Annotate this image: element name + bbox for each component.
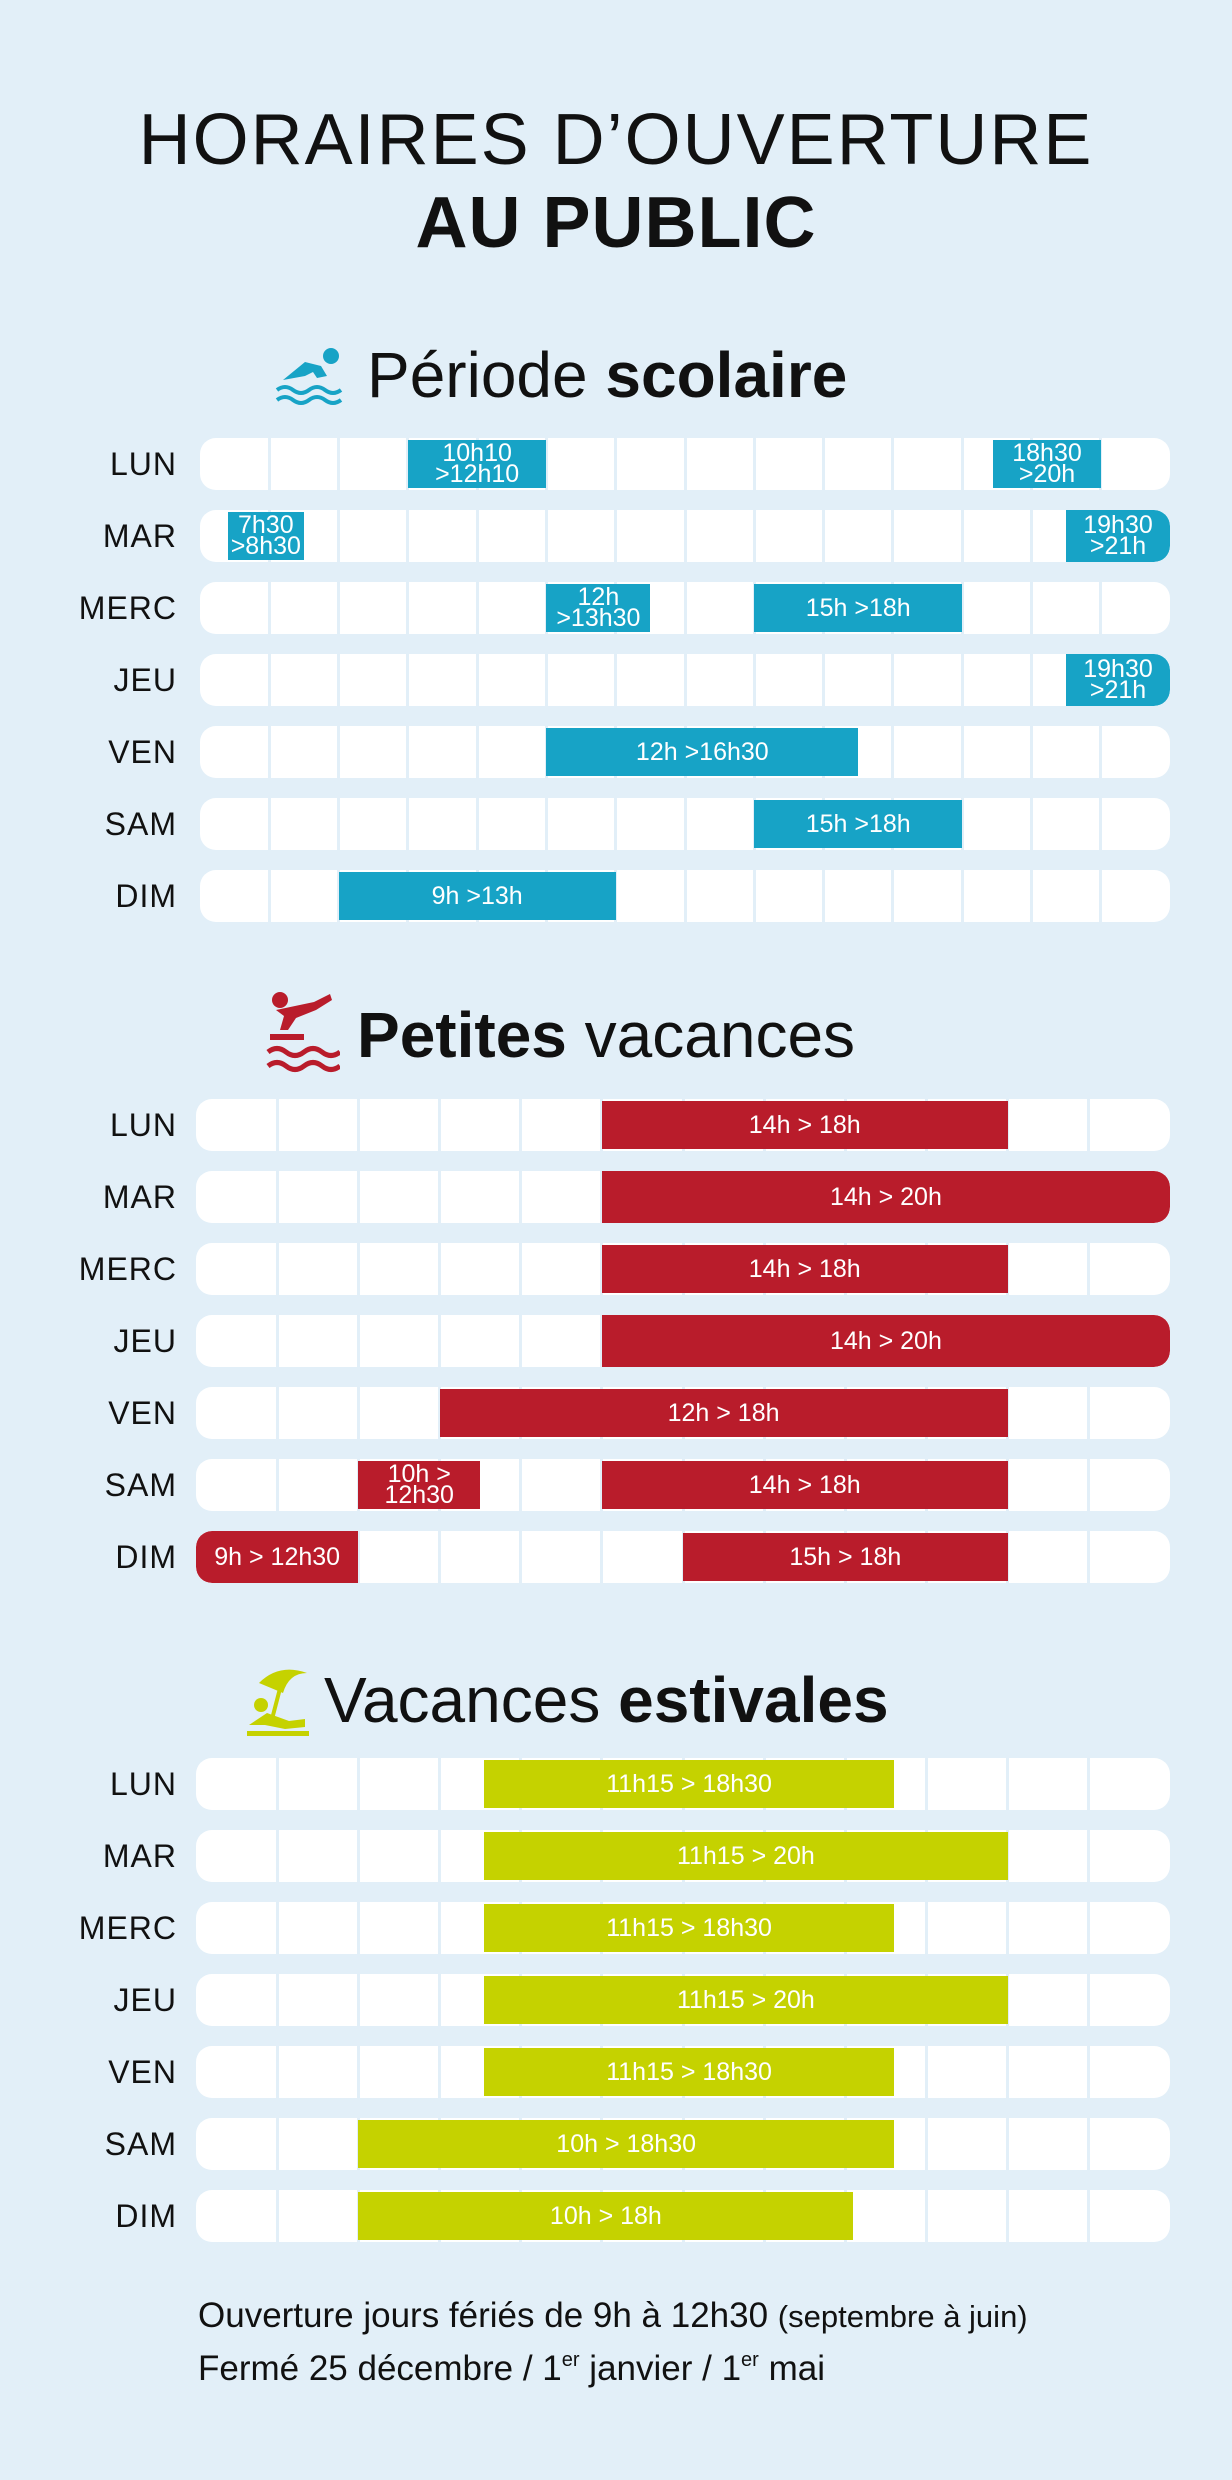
- grid-divider: [925, 1902, 928, 1954]
- opening-slot: 14h > 20h: [602, 1171, 1170, 1223]
- time-track: [200, 726, 1170, 778]
- opening-slot: 12h > 18h: [440, 1389, 1008, 1437]
- grid-divider: [337, 438, 340, 490]
- grid-divider: [357, 1243, 360, 1295]
- time-track: [196, 1758, 1170, 1810]
- grid-divider: [1030, 726, 1033, 778]
- time-track: [196, 1315, 1170, 1367]
- grid-divider: [406, 654, 409, 706]
- grid-divider: [337, 726, 340, 778]
- grid-divider: [1030, 798, 1033, 850]
- grid-divider: [476, 582, 479, 634]
- opening-slot: 14h > 18h: [602, 1101, 1008, 1149]
- opening-slot: 15h > 18h: [683, 1533, 1008, 1581]
- time-track: [196, 1902, 1170, 1954]
- grid-divider: [438, 1758, 441, 1810]
- grid-divider: [406, 582, 409, 634]
- grid-divider: [1030, 870, 1033, 922]
- schedule-row-estivales: [0, 2118, 1232, 2170]
- grid-divider: [1030, 582, 1033, 634]
- opening-slot: 9h >13h: [339, 872, 616, 920]
- opening-slot: 14h > 20h: [602, 1315, 1170, 1367]
- schedule-row-estivales: [0, 2190, 1232, 2242]
- opening-slot: 19h30 >21h: [1066, 654, 1170, 706]
- day-label: JEU: [113, 662, 177, 698]
- grid-divider: [1099, 726, 1102, 778]
- grid-divider: [476, 510, 479, 562]
- grid-divider: [1087, 1902, 1090, 1954]
- day-label: SAM: [104, 806, 177, 842]
- schedule-row-estivales: [0, 1758, 1232, 1810]
- grid-divider: [1087, 1099, 1090, 1151]
- grid-divider: [357, 1758, 360, 1810]
- grid-divider: [276, 2190, 279, 2242]
- schedule-row-petites: [0, 1099, 1232, 1151]
- schedule-row-scolaire: [0, 438, 1232, 490]
- day-label: JEU: [113, 1323, 177, 1359]
- opening-slot: 10h > 18h: [358, 2192, 853, 2240]
- opening-slot: 11h15 > 20h: [484, 1976, 1008, 2024]
- time-track: [196, 1387, 1170, 1439]
- grid-divider: [614, 798, 617, 850]
- grid-divider: [438, 1243, 441, 1295]
- grid-divider: [276, 1902, 279, 1954]
- opening-slot: 14h > 18h: [602, 1461, 1008, 1509]
- grid-divider: [1030, 510, 1033, 562]
- grid-divider: [519, 1531, 522, 1583]
- grid-divider: [276, 1099, 279, 1151]
- grid-divider: [438, 2046, 441, 2098]
- grid-divider: [337, 510, 340, 562]
- time-track: [196, 2118, 1170, 2170]
- grid-divider: [438, 1830, 441, 1882]
- grid-divider: [438, 1315, 441, 1367]
- grid-divider: [1006, 1902, 1009, 1954]
- grid-divider: [925, 2046, 928, 2098]
- day-label: LUN: [109, 1766, 177, 1802]
- grid-divider: [357, 1974, 360, 2026]
- schedule-row-petites: [0, 1387, 1232, 1439]
- time-track: [196, 2046, 1170, 2098]
- opening-slot: 14h > 18h: [602, 1245, 1008, 1293]
- day-label: LUN: [109, 1107, 177, 1143]
- grid-divider: [276, 1974, 279, 2026]
- grid-divider: [1087, 2046, 1090, 2098]
- opening-slot: 11h15 > 18h30: [484, 2048, 894, 2096]
- grid-divider: [822, 654, 825, 706]
- grid-divider: [1087, 2118, 1090, 2170]
- grid-divider: [684, 438, 687, 490]
- footer-closed: Fermé 25 décembre / 1er janvier / 1er mai: [198, 2349, 825, 2388]
- schedule-row-petites: [0, 1459, 1232, 1511]
- grid-divider: [753, 510, 756, 562]
- grid-divider: [357, 1902, 360, 1954]
- grid-divider: [891, 438, 894, 490]
- grid-divider: [891, 510, 894, 562]
- opening-slot: 9h > 12h30: [196, 1531, 358, 1583]
- grid-divider: [276, 2046, 279, 2098]
- day-label: MAR: [102, 518, 177, 554]
- section-header-scolaire: [0, 330, 1232, 420]
- time-track: [196, 1243, 1170, 1295]
- grid-divider: [1087, 1531, 1090, 1583]
- grid-divider: [276, 1171, 279, 1223]
- grid-divider: [614, 510, 617, 562]
- grid-divider: [438, 1099, 441, 1151]
- grid-divider: [961, 654, 964, 706]
- grid-divider: [357, 1315, 360, 1367]
- page-title-line1: HORAIRES D’OUVERTURE: [138, 100, 1094, 180]
- section-title-scolaire: Période scolaire: [367, 339, 848, 411]
- day-label: SAM: [104, 1467, 177, 1503]
- day-label: SAM: [104, 2126, 177, 2162]
- day-label: DIM: [115, 878, 177, 914]
- grid-divider: [961, 510, 964, 562]
- grid-divider: [268, 798, 271, 850]
- grid-divider: [519, 1099, 522, 1151]
- grid-divider: [276, 2118, 279, 2170]
- grid-divider: [406, 726, 409, 778]
- grid-divider: [438, 1171, 441, 1223]
- grid-divider: [1006, 2190, 1009, 2242]
- grid-divider: [519, 1315, 522, 1367]
- grid-divider: [1087, 1830, 1090, 1882]
- grid-divider: [276, 1387, 279, 1439]
- section-title-estivales: Vacances estivales: [324, 1664, 889, 1736]
- grid-divider: [476, 798, 479, 850]
- grid-divider: [545, 654, 548, 706]
- grid-divider: [753, 438, 756, 490]
- day-label: MAR: [102, 1838, 177, 1874]
- opening-slot: 10h > 18h30: [358, 2120, 894, 2168]
- grid-divider: [276, 1459, 279, 1511]
- grid-divider: [684, 870, 687, 922]
- opening-slot: 15h >18h: [754, 584, 962, 632]
- day-label: VEN: [108, 1395, 177, 1431]
- swimmer-icon: [275, 342, 345, 408]
- grid-divider: [600, 1531, 603, 1583]
- grid-divider: [891, 870, 894, 922]
- grid-divider: [684, 798, 687, 850]
- grid-divider: [357, 1099, 360, 1151]
- time-track: [196, 1459, 1170, 1511]
- schedule-row-petites: [0, 1531, 1232, 1583]
- schedule-row-scolaire: [0, 654, 1232, 706]
- time-track: [200, 438, 1170, 490]
- diver-icon: [266, 990, 340, 1074]
- grid-divider: [753, 654, 756, 706]
- time-track: [200, 654, 1170, 706]
- schedule-row-scolaire: [0, 870, 1232, 922]
- grid-divider: [519, 1459, 522, 1511]
- grid-divider: [276, 1315, 279, 1367]
- grid-divider: [268, 870, 271, 922]
- grid-divider: [1006, 1758, 1009, 1810]
- day-label: JEU: [113, 1982, 177, 2018]
- grid-divider: [476, 654, 479, 706]
- grid-divider: [1006, 2118, 1009, 2170]
- grid-divider: [1087, 1758, 1090, 1810]
- day-label: DIM: [115, 2198, 177, 2234]
- day-label: MERC: [78, 590, 177, 626]
- grid-divider: [406, 510, 409, 562]
- grid-divider: [268, 654, 271, 706]
- grid-divider: [684, 582, 687, 634]
- opening-slot: 12h >16h30: [546, 728, 858, 776]
- grid-divider: [961, 438, 964, 490]
- grid-divider: [519, 1171, 522, 1223]
- grid-divider: [337, 798, 340, 850]
- page-title-line2: AU PUBLIC: [415, 183, 817, 263]
- opening-slot: 11h15 > 20h: [484, 1832, 1008, 1880]
- section-header-petites: [0, 990, 1232, 1080]
- opening-slot: 11h15 > 18h30: [484, 1904, 894, 1952]
- time-track: [196, 1974, 1170, 2026]
- grid-divider: [1087, 1243, 1090, 1295]
- grid-divider: [614, 438, 617, 490]
- day-label: VEN: [108, 2054, 177, 2090]
- time-track: [196, 1531, 1170, 1583]
- grid-divider: [519, 1243, 522, 1295]
- opening-slot: 10h > 12h30: [358, 1461, 480, 1509]
- grid-divider: [684, 654, 687, 706]
- opening-slot: 7h30 >8h30: [228, 512, 304, 560]
- grid-divider: [357, 1830, 360, 1882]
- grid-divider: [614, 654, 617, 706]
- time-track: [196, 1099, 1170, 1151]
- time-track: [200, 798, 1170, 850]
- opening-slot: 12h >13h30: [546, 584, 650, 632]
- schedule-row-estivales: [0, 1902, 1232, 1954]
- time-track: [200, 582, 1170, 634]
- grid-divider: [1087, 1974, 1090, 2026]
- day-label: MERC: [78, 1251, 177, 1287]
- day-label: DIM: [115, 1539, 177, 1575]
- opening-slot: 15h >18h: [754, 800, 962, 848]
- day-label: LUN: [109, 446, 177, 482]
- grid-divider: [1099, 582, 1102, 634]
- grid-divider: [1087, 2190, 1090, 2242]
- grid-divider: [1087, 1387, 1090, 1439]
- opening-slot: 18h30 >20h: [993, 440, 1100, 488]
- grid-divider: [822, 870, 825, 922]
- schedule-row-petites: [0, 1243, 1232, 1295]
- grid-divider: [268, 582, 271, 634]
- time-track: [200, 510, 1170, 562]
- grid-divider: [1006, 2046, 1009, 2098]
- grid-divider: [684, 510, 687, 562]
- grid-divider: [276, 1243, 279, 1295]
- grid-divider: [268, 438, 271, 490]
- grid-divider: [1030, 654, 1033, 706]
- grid-divider: [268, 726, 271, 778]
- section-title-petites: Petites vacances: [357, 999, 856, 1071]
- footer-holidays: Ouverture jours fériés de 9h à 12h30 (septembre à juin): [198, 2296, 1028, 2335]
- grid-divider: [891, 654, 894, 706]
- grid-divider: [925, 2190, 928, 2242]
- grid-divider: [822, 438, 825, 490]
- opening-slot: 10h10 >12h10: [408, 440, 547, 488]
- grid-divider: [357, 1171, 360, 1223]
- schedule-row-estivales: [0, 1830, 1232, 1882]
- grid-divider: [545, 510, 548, 562]
- time-track: [196, 1830, 1170, 1882]
- time-track: [200, 870, 1170, 922]
- grid-divider: [337, 654, 340, 706]
- grid-divider: [961, 726, 964, 778]
- grid-divider: [925, 2118, 928, 2170]
- section-header-estivales: [0, 1657, 1232, 1747]
- schedule-row-scolaire: [0, 798, 1232, 850]
- grid-divider: [1099, 798, 1102, 850]
- opening-slot: 19h30 >21h: [1066, 510, 1170, 562]
- schedule-row-estivales: [0, 1974, 1232, 2026]
- day-label: MERC: [78, 1910, 177, 1946]
- schedule-row-petites: [0, 1315, 1232, 1367]
- grid-divider: [337, 582, 340, 634]
- time-track: [196, 1171, 1170, 1223]
- beach-umbrella-icon: [245, 1663, 313, 1739]
- grid-divider: [438, 1902, 441, 1954]
- schedule-row-scolaire: [0, 582, 1232, 634]
- grid-divider: [438, 1531, 441, 1583]
- grid-divider: [961, 870, 964, 922]
- day-label: MAR: [102, 1179, 177, 1215]
- grid-divider: [753, 870, 756, 922]
- grid-divider: [476, 726, 479, 778]
- grid-divider: [357, 2046, 360, 2098]
- grid-divider: [1087, 1459, 1090, 1511]
- grid-divider: [822, 510, 825, 562]
- grid-divider: [925, 1758, 928, 1810]
- schedule-row-scolaire: [0, 726, 1232, 778]
- grid-divider: [891, 726, 894, 778]
- schedule-row-petites: [0, 1171, 1232, 1223]
- time-track: [196, 2190, 1170, 2242]
- grid-divider: [438, 1974, 441, 2026]
- schedule-row-estivales: [0, 2046, 1232, 2098]
- grid-divider: [1099, 870, 1102, 922]
- grid-divider: [276, 1758, 279, 1810]
- grid-divider: [406, 798, 409, 850]
- opening-slot: 11h15 > 18h30: [484, 1760, 894, 1808]
- schedule-row-scolaire: [0, 510, 1232, 562]
- grid-divider: [276, 1830, 279, 1882]
- grid-divider: [545, 798, 548, 850]
- day-label: VEN: [108, 734, 177, 770]
- grid-divider: [357, 1387, 360, 1439]
